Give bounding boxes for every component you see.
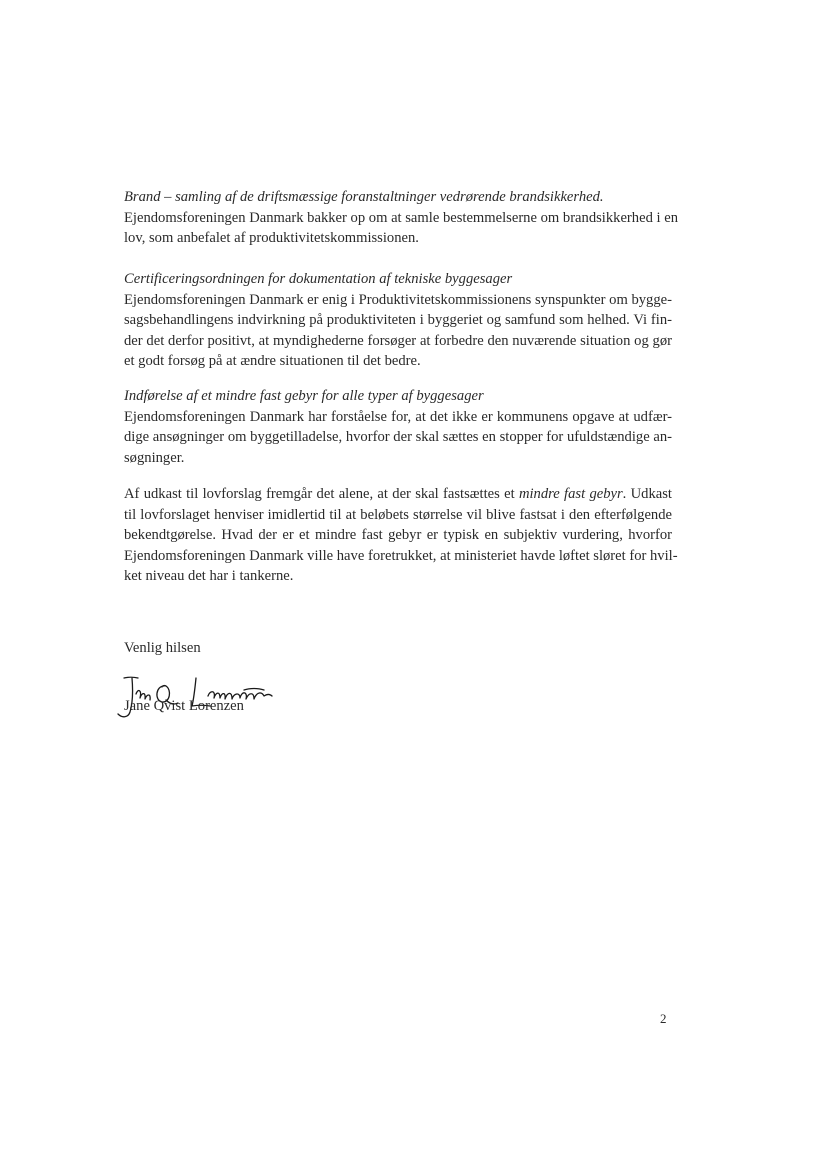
- body-line: ket niveau det har i tankerne.: [124, 568, 294, 585]
- body-line: der det derfor positivt, at myndighederne forsøger at forbedre den nuværende situation og gør: [124, 332, 672, 349]
- section-certificering: [124, 269, 672, 372]
- body-line: Ejendomsforeningen Danmark bakker op om at samle bestemmelserne om brandsikkerhed i en: [124, 209, 678, 226]
- body-line: et godt forsøg på at ændre situationen til det bedre.: [124, 353, 421, 370]
- body-line: Ejendomsforeningen Danmark er enig i Produktivitetskommissionens synspunkter om bygge-: [124, 291, 672, 308]
- page-number: 2: [660, 1011, 667, 1026]
- body-line: til lovforslaget henviser imidlertid til at beløbets størrelse vil blive fastsat i den efterfølgende: [124, 506, 672, 523]
- paragraph-udkast: [124, 484, 678, 587]
- section-gebyr: [124, 386, 672, 468]
- closing-greeting: Venlig hilsen: [124, 640, 201, 656]
- section-heading: Certificeringsordningen for dokumentation af tekniske byggesager: [124, 271, 513, 287]
- body-line: [124, 484, 672, 505]
- signatory-name: Jane Qvist Lorenzen: [124, 698, 244, 714]
- section-brand: [124, 187, 678, 249]
- text-run: Af udkast til lovforslag fremgår det alene, at der skal fastsættes et: [124, 486, 519, 502]
- body-line: lov, som anbefalet af produktivitetskommissionen.: [124, 230, 419, 247]
- signature-block: [112, 672, 282, 724]
- text-run: . Udkast: [622, 486, 672, 502]
- body-line: søgninger.: [124, 449, 185, 466]
- body-line: Ejendomsforeningen Danmark har forståelse for, at det ikke er kommunens opgave at udfær-: [124, 408, 672, 425]
- emphasis-text: mindre fast gebyr: [518, 486, 623, 502]
- body-line: dige ansøgninger om byggetilladelse, hvorfor der skal sættes en stopper for ufuldstændige an-: [124, 429, 672, 446]
- body-line: bekendtgørelse. Hvad der er et mindre fast gebyr er typisk en subjektiv vurdering, hvorfor: [124, 527, 672, 544]
- body-line: Ejendomsforeningen Danmark ville have foretrukket, at ministeriet havde løftet sløret for hvil-: [124, 547, 678, 564]
- section-heading: Indførelse af et mindre fast gebyr for alle typer af byggesager: [124, 388, 484, 404]
- section-heading: Brand – samling af de driftsmæssige foranstaltninger vedrørende brandsikkerhed.: [124, 189, 604, 205]
- body-line: sagsbehandlingens indvirkning på produktiviteten i byggeriet og samfund som helhed. Vi fin-: [124, 312, 672, 329]
